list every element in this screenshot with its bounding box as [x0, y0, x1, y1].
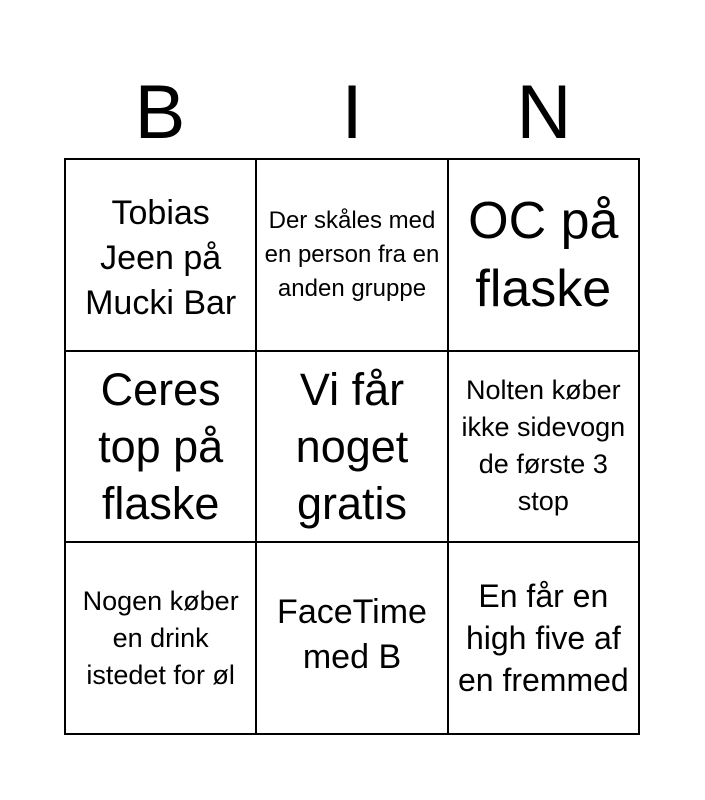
bingo-cell[interactable] [449, 352, 640, 544]
bingo-cell[interactable] [257, 160, 448, 352]
bingo-cell[interactable] [257, 352, 448, 544]
bingo-cell[interactable] [257, 543, 448, 735]
bingo-cell-text: Nolten køber ikke sidevogn de første 3 stop [461, 375, 626, 517]
bingo-cell-text: Tobias Jeen på Mucki Bar [85, 194, 237, 323]
header-letter-n: N [516, 70, 572, 155]
bingo-cell-text: Vi får noget gratis [295, 363, 409, 529]
bingo-cell-text: FaceTime med B [277, 593, 427, 677]
header-letter-i: I [341, 70, 363, 155]
bingo-cell-text: En får en high five af en fremmed [457, 578, 629, 699]
bingo-cell-text: OC på flaske [468, 191, 619, 318]
bingo-cell[interactable] [66, 160, 257, 352]
bingo-cell[interactable] [66, 352, 257, 544]
bingo-cell[interactable] [66, 543, 257, 735]
bingo-card [64, 158, 640, 735]
bingo-cell[interactable] [449, 543, 640, 735]
bingo-cell-text: Nogen køber en drink istedet for øl [82, 585, 239, 690]
header-letter-b: B [134, 70, 186, 155]
bingo-cell-text: Der skåles med en person fra en anden gruppe [264, 206, 440, 302]
bingo-cell[interactable] [449, 160, 640, 352]
bingo-cell-text: Ceres top på flaske [98, 363, 224, 529]
